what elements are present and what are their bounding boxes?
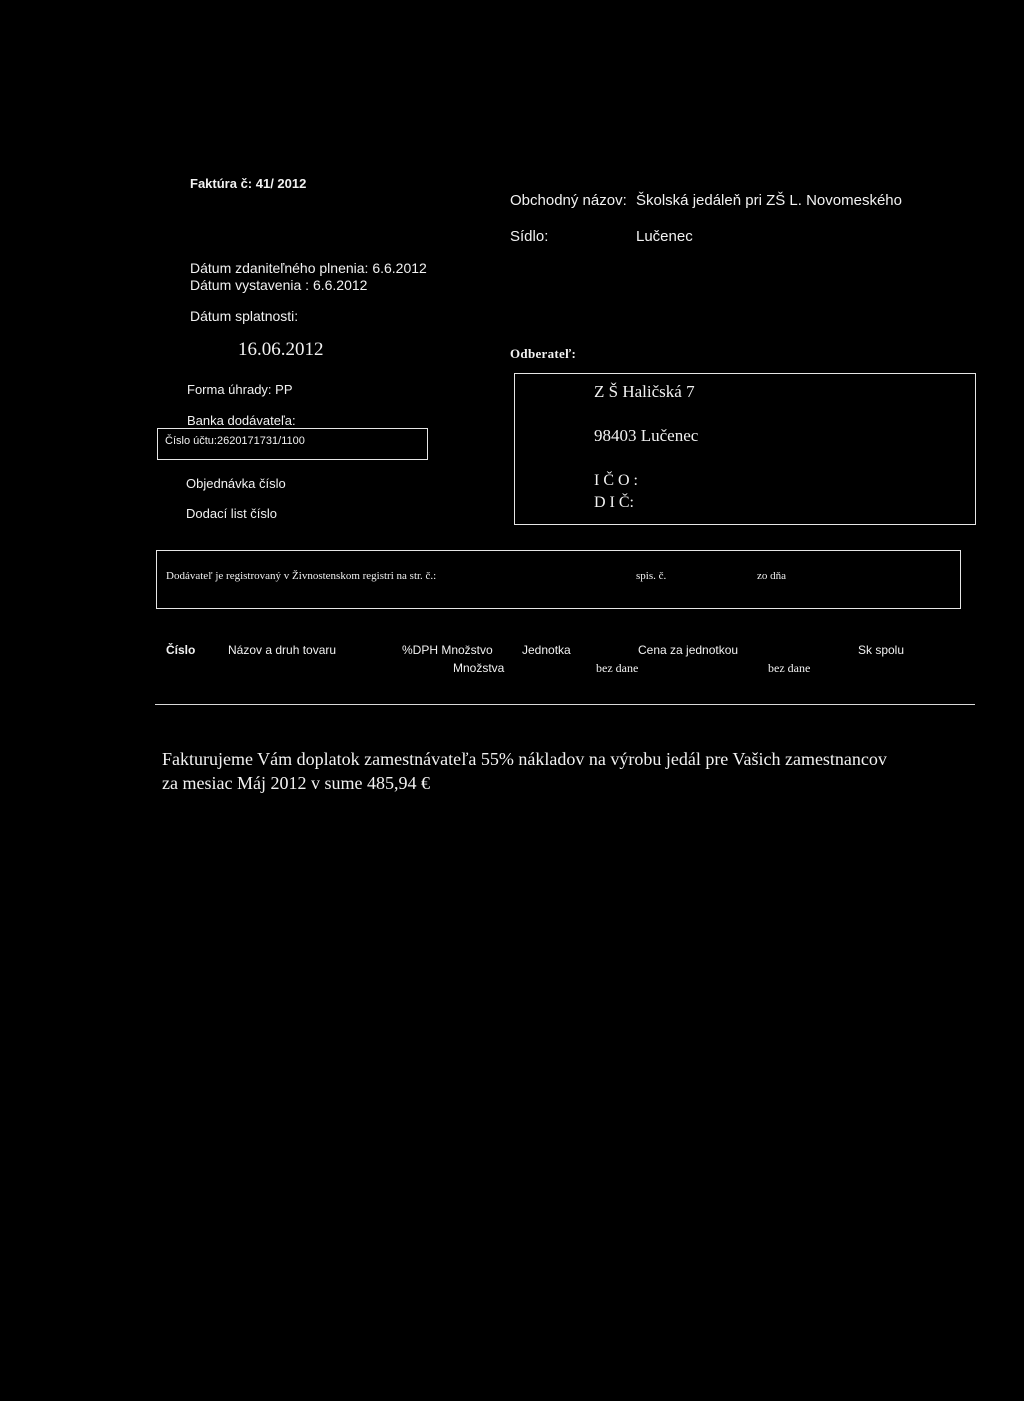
table-divider — [155, 704, 975, 705]
issue-date: Dátum vystavenia : 6.6.2012 — [190, 277, 368, 293]
bank-account: Číslo účtu:2620171731/1100 — [165, 435, 305, 447]
col-bez-dane-1: bez dane — [596, 661, 639, 675]
col-cena: Cena za jednotkou — [638, 643, 739, 657]
customer-name: Z Š Haličská 7 — [594, 382, 695, 401]
registry-date-label: zo dňa — [757, 570, 787, 582]
customer-dic-label: D I Č: — [594, 494, 634, 511]
registry-text: Dodávateľ je registrovaný v Živnostenskom registri na str. č.: — [166, 570, 437, 582]
customer-ico-label: I Č O : — [594, 472, 638, 489]
order-number-label: Objednávka číslo — [186, 476, 286, 491]
col-mnozstva-sub: Množstva — [453, 661, 505, 675]
payment-form: Forma úhrady: PP — [187, 382, 293, 397]
registry-spis-label: spis. č. — [636, 570, 667, 582]
col-bez-dane-2: bez dane — [768, 661, 811, 675]
bank-label: Banka dodávateľa: — [187, 413, 296, 428]
delivery-note-label: Dodací list číslo — [186, 506, 278, 521]
due-date-label: Dátum splatnosti: — [190, 308, 299, 324]
body-text-line1: Fakturujeme Vám doplatok zamestnávateľa 55% nákladov na výrobu jedál pre Vašich zamestnancov — [162, 749, 887, 769]
business-name-label: Obchodný názov: — [510, 192, 627, 209]
col-cislo: Číslo — [166, 643, 196, 657]
seat-label: Sídlo: — [510, 228, 549, 245]
customer-box — [514, 373, 976, 525]
col-nazov: Názov a druh tovaru — [228, 643, 337, 657]
col-jednotka: Jednotka — [522, 643, 571, 657]
customer-label: Odberateľ: — [510, 346, 577, 361]
body-text-line2: za mesiac Máj 2012 v sume 485,94 € — [162, 773, 430, 793]
taxable-date: Dátum zdaniteľného plnenia: 6.6.2012 — [190, 260, 427, 276]
customer-city: 98403 Lučenec — [594, 426, 699, 445]
col-dph-mnozstvo: %DPH Množstvo — [402, 643, 493, 657]
invoice-title: Faktúra č: 41/ 2012 — [190, 176, 307, 191]
due-date-value: 16.06.2012 — [238, 339, 324, 360]
seat-value: Lučenec — [636, 228, 693, 245]
col-sk-spolu: Sk spolu — [858, 643, 905, 657]
business-name: Školská jedáleň pri ZŠ L. Novomeského — [636, 192, 902, 209]
